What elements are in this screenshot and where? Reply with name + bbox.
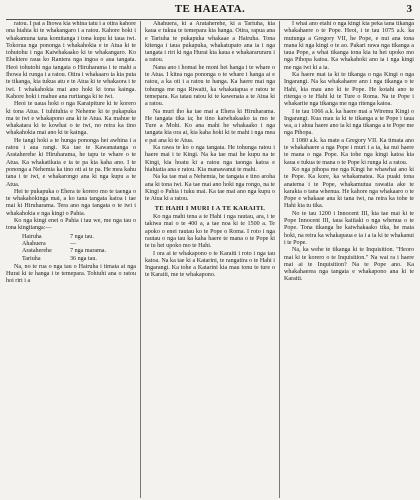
king-name: Hairuha — [22, 233, 42, 240]
paragraph: Heoi te uaua hoki o nga Karaipiture ki te korero ki tona Atua. I tuhituhia e Neheme ki te pukapuka ma te iwi e whakapono ana ki te Atua. Ka mahue te whakatara ki te kowhai o te iwi, no reira ka tino whakahokia mai ano ki te kainga. — [6, 101, 136, 137]
paragraph: Ko nga mahi tena a te Hahi i nga rautau, ara, i te takiwa mai o te 400 a, a tae noa ki te 1500 a. Te apoko o enei rautau ko te Pope o Roma. I roto i nga rautau o nga tau ka kaha haere te mana o te Pope ki te tu hei upoko mo te Hahi. — [145, 214, 275, 250]
king-years: 7 nga marama. — [70, 248, 107, 255]
kings-list-row — [22, 241, 136, 248]
king-name: Arataherehe — [22, 248, 52, 255]
paragraph: Ahahuera, ki a Arataherehe, ki a Tariuha, kia kaua e tukua te temepara kia hanga. Otira, rapua ana e Tariuha te pukapuka whakaae a Hairuha. Tona kitenga i taua pukapuka, whakatupato ana ia i nga tangata i riri ki nga Hurai kia kaua e whakararuraru i a ratou. — [145, 21, 275, 64]
kings-list-row — [22, 256, 136, 263]
paragraph: I ora ai te whakapono o te Karaiti i roto i nga tau katoa. Na ka tae ki a Katarini, te rangatira o te Hahi i Ingarangi. Ka tohe a Katarini kia mau tonu te ture o te Karaiti, me te whakapono. — [145, 250, 275, 279]
page-number: 3 — [406, 3, 412, 15]
paragraph: I whai ano etahi o nga kingi kia peka tana tikanga whakahaere o te Pope. Heoi, i te tau 1075 a.k. ka mutunga a Gregory VII, he Pope, e nui ana tona mana ki nga kingi o te ao. Pakari rawa nga tikanga a taua Pope, a whai tikanga tona kia tu hei upoko mo nga Pihopa katoa. Ka whakahoki ano ia i nga kingi me nga iwi ki a ia. — [284, 21, 414, 71]
paragraph: He tangi hoki a te hunga pononga hei awhina i a ratou i aua rangi. Ka tae te Kawanatanga o Arataherehe ki Hiruharama, he tapu te whare o te Atua. Ka whakatikaia e ia te pa kia kaha ano. I te pononga a Nehemia ka tino oti ai te pa. He mea kahu tana i te iwi, e whakarongo ana ki nga kupu a te Atua. — [6, 137, 136, 188]
paragraph: Na, ka wehe te tikanga ki te Inquisition. "Heoro mai ki te korero o te Inquisition." Na wai ra i haere mai ai te Inquisition? Na te Pope ano. Ka whakahaerea nga tangata e whakapono ana ki te Karaiti. — [284, 247, 414, 283]
section-heading: TE HAHI I MURI I A TE KARAITI. — [154, 205, 266, 213]
page-header — [6, 3, 414, 20]
paragraph: Ko nga kingi enei o Pahia i tau we, me nga tau o tona kingitanga:— — [6, 218, 136, 232]
paragraph: Na muri iho ka tae mai a Ehera ki Hiruharama. He tangata tika ia; he tino kaiwhakaako ia mo te Ture a Mohi. Ko ana mahi he whakaako i nga tangata kia ora ai, kia kaha hoki ki te mahi i nga mea e pai ana ki te Atua. — [145, 108, 275, 144]
king-years: 36 nga tau. — [70, 255, 97, 262]
paragraph: No te tau 1200 i Innocent III, kia tae mai ki te Pope Innocent III, taua kaitiaki o nga whenua o te Pope. Tona tikanga he kaiwhakaako tika, he maia hoki, na reira ka whakapaua e ia i a ia ki te whakanui i te Pope. — [284, 210, 414, 246]
paragraph: Nana ano i homai he moni hei hanga i te whare o te Atua. I kitea nga pononga o te whare i hanga ai e ratou, a ka oti i a ratou te hanga. Ka haere mai nga tohunga me nga Riwaiti, ka whakatapua e ratou te temepara. Ka tatau ratou ki te kawenata a te Atua ki a ratou. — [145, 64, 275, 108]
kings-list-row — [22, 234, 136, 241]
paragraph: Ka rawa te ko o nga tangata. He tohunga ratou i haere mai i te Kingi. Na ka tae mai he kupu na te Kingi, kia hoatu ki a ratou nga taonga katoa e hiahiatia ana e ratou. Kia manawanui te mahi. — [145, 145, 275, 173]
column-right — [279, 21, 414, 498]
paragraph: Ko nga pihopa me nga Kingi he whawhai ano ki te Pope. Ka kore, ka whakamatea. Ka puaki tona anatema i te Pope, whakamutua rawatia ake te karakia o tana whenua. He kahore nga whakaaro o te Pope e whakaae ana ki tana iwi, na reira ka tohe te Hahi kia tu tika. — [284, 166, 414, 210]
paragraph: Na ka tae mai a Nehemia, he tangata e tino aroha ana ki tona iwi. Ka tae mai ano hoki nga rongo, na te Kingi o Pahia i tuku mai. Ka tae mai ano nga kupu o te Atua ki a ratou. — [145, 174, 275, 203]
kings-list — [22, 234, 136, 263]
king-name: Tariuha — [22, 255, 41, 262]
kings-list-row — [22, 248, 136, 255]
king-name: Ahahuera — [22, 240, 46, 247]
king-years: — — [70, 240, 77, 247]
column-middle — [140, 21, 279, 498]
paragraph: I te tau 1066 a.k. ka haere mai a Wiremu Kingi o Ingarangi. Kua mau ia ki te tikanga a te Pope i taua wa, a i ahua haere ano ia ki nga tikanga a te Pope me nga Pihopa. — [284, 108, 414, 137]
paragraph: Ka haere mai ia ki te tikanga o nga Kingi o nga Ingarangi. Na ka whakahaere ano i nga tikanga o te Hahi, kia mau ano ki te Pope. He kotahi ano te ritenga o te Hahi ki te Ture o Roma. Na te Pope i whakarite nga tikanga me nga ritenga katoa. — [284, 72, 414, 108]
page-title: TE HAEATA. — [174, 3, 246, 15]
paragraph: ratou. I pai a Ihowa kia whina tatu i a otira kahore ona hiahia ki te whakangaro i a ratou. Kahore hoki i whakamuna tana komitanga i tona kupu ki taua iwi. Tokorua nga pononga i whakahokia e te Atua ki te tohutohu i nga Kaiwhakaako ki te whakangaro. Ko Ehekiere raua ko Raniera nga ingoa o aua tangata. Heoi tohutohi nga tangata o Hiruharama i te mahi a Ihowa ki runga i a ratou. Otira i whakaaro ia kia puta te tikanga, kia tukua atu e te Atua ki te whakaora i te iwi. I whakahokia mai ano hoki ki tona kainga. Kahore hoki i mahue ana ruritanga ki te iwi. — [6, 21, 136, 100]
article-columns — [6, 21, 414, 498]
king-years: 7 nga tau. — [70, 233, 94, 240]
paragraph: Na, no te rua o nga tau o Hairuha i timata ai nga Hurai ki te hanga i te temepara. Tohiuhi ana o ratou hoi riri i a — [6, 263, 136, 285]
paragraph: Hei te pukapuka o Ehera te korero mo te taenga o te whakahokinga mai, a ko tana tangata katoa i tae mai ki Hiruharama. Tera ano nga tangata o te iwi i whakahokia e nga kingi o Pahia. — [6, 188, 136, 217]
paragraph: I 1080 a.k. ka mate a Gregory VII. Ka timata ano te whakahaere a nga Pope i muri i a ia, ka nui haere te mana o nga Pope. Ka tohe nga kingi katoa kia kaua e tukua te mana o te Pope ki runga ki a ratou. — [284, 137, 414, 166]
column-left — [6, 21, 140, 498]
